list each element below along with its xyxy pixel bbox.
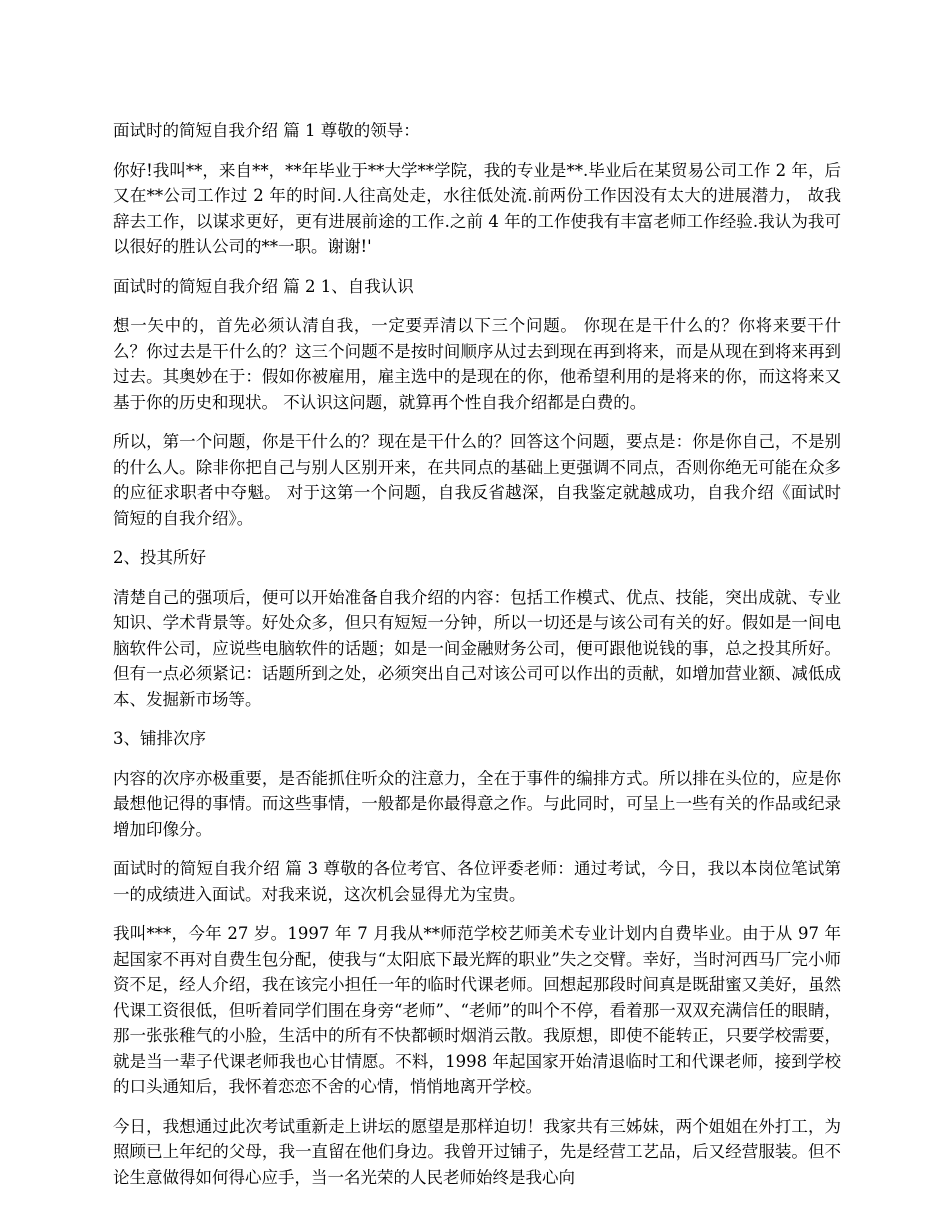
section-1-heading: 面试时的简短自我介绍 篇 1 尊敬的领导： [113,121,420,140]
section-3-heading: 面试时的简短自我介绍 篇 3 尊敬的各位考官、各位评委老师：通过考试，今日，我以本岗位笔试第一的成绩进入面试。对我来说，这次机会显得尤为宝贵。 [113,859,841,904]
cater-to-interests-paragraph: 清楚自己的强项后，便可以开始准备自我介绍的内容：包括工作模式、优点、技能，突出成就、专业知识、学术背景等。好处众多，但只有短短一分钟，所以一切还是与该公司有关的好。假如是一间电脑软件公司，应说些电脑软件的话题；如是一间金融财务公司，便可跟他说钱的事，总之投其所好。但有一点必须紧记：话题所到之处，必须突出自己对该公司可以作出的贡献，如增加营业额、减低成本、发掘新市场等。 [113,587,841,709]
subheading-cater-to-interests: 2、投其所好 [113,548,206,567]
document-page [113,118,841,1204]
self-awareness-paragraph: 想一矢中的，首先必须认清自我，一定要弄清以下三个问题。 你现在是干什么的？你将来要干什么？你过去是干什么的？这三个问题不是按时间顺序从过去到现在再到将来，而是从现在到将来再到过去。其奥妙在于：假如你被雇用，雇主选中的是现在的你，他希望利用的是将来的你，而这将来又基于你的历史和现状。 不认识这问题，就算再个性自我介绍都是白费的。 [113,316,841,412]
ordering-paragraph: 内容的次序亦极重要，是否能抓住听众的注意力，全在于事件的编排方式。所以排在头位的，应是你最想他记得的事情。而这些事情，一般都是你最得意之作。与此同时，可呈上一些有关的作品或纪录增加印像分。 [113,768,841,839]
personal-history-paragraph: 我叫***，今年 27 岁。1997 年 7 月我从**师范学校艺师美术专业计划内自费毕业。由于从 97 年起国家不再对自费生包分配，使我与“太阳底下最光辉的职业”失之交臂。幸好，当时河西马厂完小师资不足，经人介绍，我在该完小担任一年的临时代课老师。回想起那段时间真是既甜蜜又美好，虽然代课工资很低，但听着同学们围在身旁“老师”、“老师”的叫个不停，看着那一双双充满信任的眼睛，那一张张稚气的小脸，生活中的所有不快都顿时烟消云散。我原想，即使不能转正，只要学校需要，就是当一辈子代课老师我也心甘情愿。不料，1998 年起国家开始清退临时工和代课老师，接到学校的口头通知后，我怀着恋恋不舍的心情，悄悄地离开学校。 [113,924,841,1096]
subheading-ordering: 3、铺排次序 [113,729,206,748]
first-question-paragraph: 所以，第一个问题，你是干什么的？现在是干什么的？回答这个问题，要点是：你是你自己，不是别的什么人。除非你把自己与别人区别开来，在共同点的基础上更强调不同点，否则你绝无可能在众多的应征求职者中夺魁。 对于这第一个问题，自我反省越深，自我鉴定就越成功，自我介绍《面试时简短的自我介绍》。 [113,432,841,528]
aspiration-paragraph: 今日，我想通过此次考试重新走上讲坛的愿望是那样迫切！我家共有三姊妹，两个姐姐在外打工，为照顾已上年纪的父母，我一直留在他们身边。我曾开过铺子，先是经营工艺品，后又经营服装。但不论生意做得如何得心应手，当一名光荣的人民老师始终是我心向 [113,1116,841,1187]
section-2-heading: 面试时的简短自我介绍 篇 2 1、自我认识 [113,276,414,296]
section-1-body: 你好!我叫**，来自**，**年毕业于**大学**学院，我的专业是**.毕业后在某贸易公司工作 2 年，后又在**公司工作过 2 年的时间.人往高处走，水往低处流.前两份工作因没有太大的进展潜力， 故我辞去工作，以谋求更好，更有进展前途的工作.之前 4 年的工作使我有丰富老师工作经验.我认为我可以很好的胜认公司的**一职。谢谢!' [113,160,841,256]
